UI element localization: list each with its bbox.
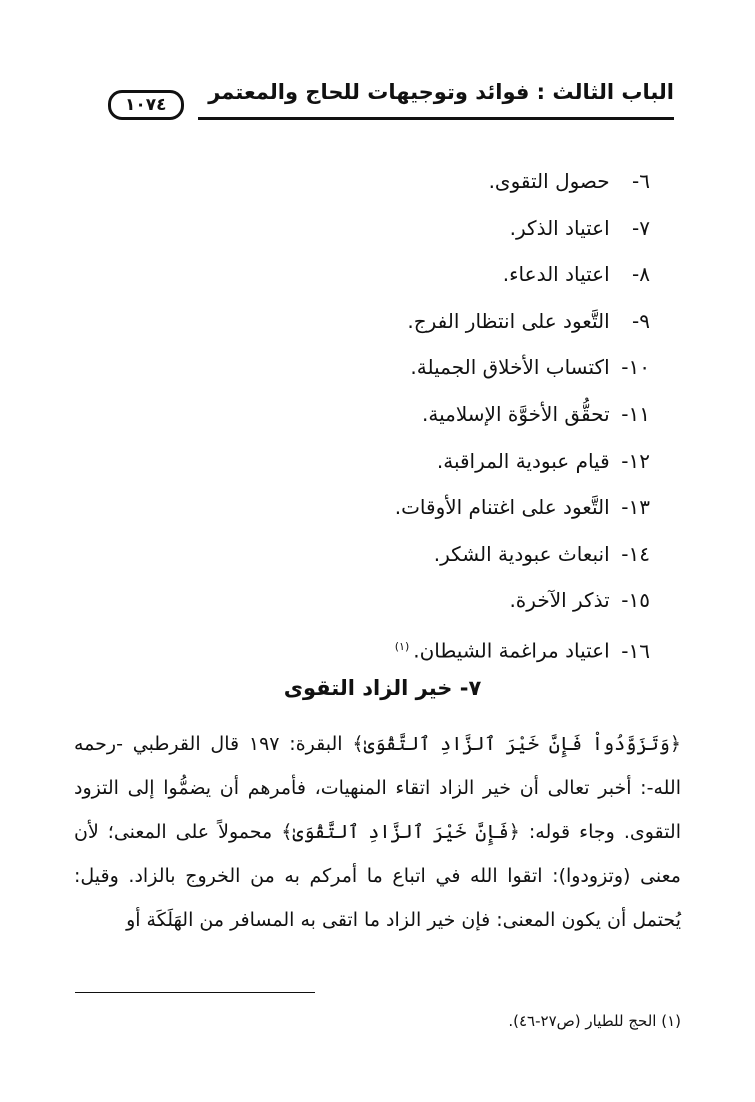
list-item: [130, 251, 650, 298]
list-text: تحقُّق الأخوَّة الإسلامية.: [422, 401, 610, 426]
list-text: قيام عبودية المراقبة.: [436, 448, 610, 473]
list-number: ١٢-: [621, 448, 650, 473]
list-text: اكتساب الأخلاق الجميلة.: [410, 355, 610, 380]
paragraph-text: البقرة: ١٩٧ قال القرطبي -رحمه الله-: أخبر تعالى أن خير الزاد اتقاء المنهيات، فأمرهم أن يضمُّوا إلى التزود التقوى. وجاء قوله:: [74, 733, 681, 843]
paragraph-text: محمولاً على المعنى؛ لأن معنى (وتزودوا): اتقوا الله في اتباع ما أمركم به من الخروج بالزاد. وقيل: يُحتمل أن يكون المعنى: فإن خير الزاد ما اتقى به المسافر من الهَلَكَة أو: [74, 821, 681, 931]
list-item: [130, 484, 650, 531]
header-rule: [198, 117, 674, 120]
page-number: ١٠٧٤: [108, 90, 184, 120]
page-header: [108, 72, 674, 124]
list-number: ١٥-: [621, 588, 650, 613]
list-item: [130, 344, 650, 391]
list-text: اعتياد مراغمة الشيطان.: [413, 638, 610, 663]
running-title: الباب الثالث : فوائد وتوجيهات للحاج والمعتمر: [208, 80, 674, 104]
list-number: ١١-: [621, 401, 650, 426]
list-number: ١٠-: [621, 355, 650, 380]
list-item: [130, 298, 650, 345]
list-text: تذكر الآخرة.: [509, 588, 610, 613]
list-text: اعتياد الدعاء.: [502, 262, 610, 287]
list-number: ١٣-: [621, 495, 650, 520]
footnote-reference: (١): [394, 639, 410, 653]
quran-verse: ﴿وَتَزَوَّدُواْ فَإِنَّ خَيْرَ ٱلزَّادِ ٱلتَّقْوَىٰ﴾: [352, 733, 681, 755]
list-text: اعتياد الذكر.: [509, 215, 610, 240]
list-item: [130, 205, 650, 252]
list-text: التَّعود على اغتنام الأوقات.: [394, 495, 610, 520]
list-item: [130, 438, 650, 485]
list-item: [130, 531, 650, 578]
list-number: ٨-: [632, 262, 650, 287]
list-item: [130, 624, 650, 671]
list-number: ١٦-: [621, 638, 650, 663]
list-item: [130, 158, 650, 205]
footnote: (١) الحج للطيار (ص٢٧-٤٦).: [508, 1012, 681, 1030]
list-number: ٦-: [632, 169, 650, 193]
list-text: التَّعود على انتظار الفرج.: [407, 308, 610, 333]
footnote-separator: [75, 992, 315, 993]
quran-verse: ﴿فَإِنَّ خَيْرَ ٱلزَّادِ ٱلتَّقْوَىٰ﴾: [281, 821, 520, 843]
list-number: ٩-: [632, 308, 650, 333]
list-text: انبعاث عبودية الشكر.: [433, 541, 610, 566]
list-item: [130, 391, 650, 438]
body-paragraph: [74, 722, 681, 942]
section-heading: ٧- خير الزاد التقوى: [283, 676, 482, 700]
list-number: ٧-: [632, 215, 650, 240]
list-text: حصول التقوى.: [488, 169, 610, 193]
benefits-list: [130, 158, 650, 671]
list-number: ١٤-: [621, 541, 650, 566]
list-item: [130, 577, 650, 624]
